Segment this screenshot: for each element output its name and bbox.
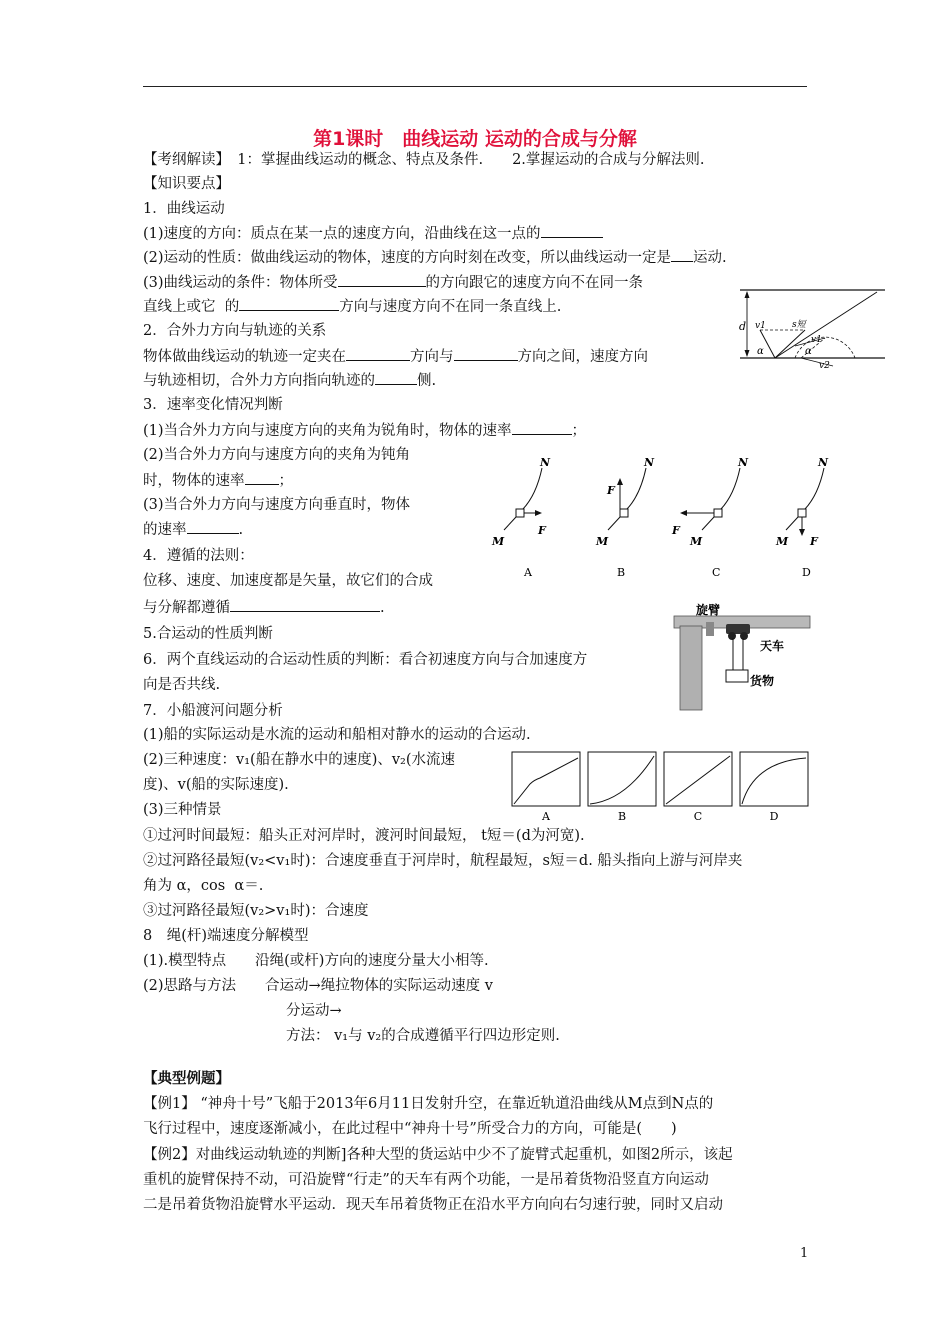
svg-text:D: D [769,810,779,823]
examples-heading: 【典型例题】 [143,1070,230,1087]
line-8-4: 方法： v₁与 v₂的合成遵循平行四边形定则. [286,1028,560,1044]
line-7-4: (3)三种情景 [143,802,222,818]
crane-arm-label: 旋臂 [696,603,721,617]
example-2-line-2: 重机的旋臂保持不动，可沿旋臂“行走”的天车有两个功能，一是吊着货物沿竖直方向运动 [143,1172,709,1188]
page-title: 第1课时 曲线运动 运动的合成与分解 [313,128,637,150]
line-1-3: (3)曲线运动的条件：物体所受 的方向跟它的速度方向不在同一条 [143,272,643,293]
graph-c [664,752,732,823]
line-7-6: ②过河路径最短(v₂<v₁时)：合速度垂直于河岸时，航程最短，s短＝d. 船头指向上游与河岸夹 [143,853,743,869]
line-3-3a: (3)当合外力方向与速度方向垂直时，物体 [143,497,411,513]
line-4-2: 与分解都遵循 . [143,597,385,618]
svg-text:N: N [817,456,828,469]
trajectory-graphs [508,748,813,824]
example-1-line-1: 【例1】 “神舟十号”飞船于2013年6月11日发射升空，在靠近轨道沿曲线从M点到N点的 [143,1096,714,1112]
svg-text:A: A [524,566,532,579]
svg-text:F: F [672,524,680,537]
river-d-label: d [739,320,747,333]
line-7-7: 角为 α，cos α＝. [143,878,264,894]
line-6-2: 向是否共线. [143,677,221,693]
graph-a [512,752,580,823]
line-3-1: (1)当合外力方向与速度方向的夹角为锐角时，物体的速率 ； [143,420,586,441]
force-option-c [671,456,749,579]
section-4: 4．遵循的法则： [143,548,254,564]
svg-text:F: F [538,524,546,537]
force-direction-figures [480,450,830,585]
header-rule [143,86,807,87]
svg-text:D: D [802,566,811,579]
section-3: 3．速率变化情况判断 [143,397,283,413]
svg-text:N: N [644,456,655,469]
svg-text:M: M [776,535,789,548]
force-option-a [491,456,551,579]
page-number: 1 [800,1246,809,1261]
graph-b [588,752,656,823]
river-alpha-right: α [805,346,812,357]
line-1-3b: 直线上或它 的 方向与速度方向不在同一条直线上. [143,296,561,317]
river-s-label: s短 [792,320,806,330]
svg-text:C: C [693,810,703,823]
svg-text:B: B [617,566,626,579]
line-3-2a: (2)当合外力方向与速度方向的夹角为钝角 [143,447,411,463]
exam-outline: 【考纲解读】 1：掌握曲线运动的概念、特点及条件. 2.掌握运动的合成与分解法则. [143,152,705,168]
section-1: 1．曲线运动 [143,201,225,217]
line-7-3: 度)、v(船的实际速度). [143,777,289,793]
line-2-2: 与轨迹相切，合外力方向指向轨迹的 侧. [143,370,436,391]
river-v1-label-left: v1 [755,321,766,331]
river-v1-label: v1 [811,335,822,345]
example-1-line-2: 飞行过程中，速度逐渐减小，在此过程中“神舟十号”所受合力的方向，可能是( ) [143,1121,677,1137]
crane-trolley-label: 天车 [760,639,785,653]
section-8: 8 绳(杆)端速度分解模型 [143,928,309,944]
svg-text:B: B [617,810,627,823]
section-2: 2．合外力方向与轨迹的关系 [143,323,327,339]
crane-figure [670,600,815,712]
line-7-5: ①过河时间最短：船头正对河岸时，渡河时间最短， t短＝(d为河宽). [143,828,585,844]
svg-text:M: M [596,535,609,548]
example-2-line-1: 【例2】对曲线运动轨迹的判断]各种大型的货运站中少不了旋臂式起重机，如图2所示，该起 [143,1147,733,1163]
line-3-3b: 的速率 . [143,519,243,540]
section-5: 5.合运动的性质判断 [143,626,273,642]
knowledge-heading: 【知识要点】 [143,176,230,192]
svg-text:N: N [540,456,551,469]
force-option-d [775,456,829,579]
svg-text:F: F [810,535,818,548]
example-2-line-3: 二是吊着货物沿旋臂水平运动．现天车吊着货物正在沿水平方向向右匀速行驶，同时又启动 [143,1197,723,1213]
line-7-1: (1)船的实际运动是水流的运动和船相对静水的运动的合运动. [143,727,531,743]
line-4-1: 位移、速度、加速度都是矢量，故它们的合成 [143,573,433,589]
line-1-2: (2)运动的性质：做曲线运动的物体，速度的方向时刻在改变，所以曲线运动一定是 运动. [143,247,727,268]
svg-text:C: C [712,566,721,579]
line-1-1: (1)速度的方向：质点在某一点的速度方向，沿曲线在这一点的 [143,223,603,244]
svg-text:F: F [607,484,615,497]
river-crossing-figure [735,282,890,374]
line-2-1: 物体做曲线运动的轨迹一定夹在 方向与 方向之间，速度方向 [143,346,648,367]
line-6-1: 6．两个直线运动的合运动性质的判断：看合初速度方向与合加速度方 [143,652,588,668]
line-3-2b: 时，物体的速率 ； [143,470,293,491]
river-alpha-left: α [757,346,764,357]
line-7-2: (2)三种速度：v₁(船在静水中的速度)、v₂(水流速 [143,752,456,768]
svg-text:A: A [542,810,550,823]
crane-cargo-label: 货物 [750,674,775,688]
line-8-1: (1).模型特点 沿绳(或杆)方向的速度分量大小相等. [143,953,489,969]
svg-text:M: M [690,535,703,548]
line-7-8: ③过河路径最短(v₂>v₁时)：合速度 [143,903,369,919]
force-option-b [595,456,655,579]
river-v2-label: v2 [819,361,830,371]
section-7: 7．小船渡河问题分析 [143,703,283,719]
graph-d [740,752,808,823]
svg-text:M: M [492,535,505,548]
line-8-3: 分运动→ [286,1003,342,1019]
svg-text:N: N [738,456,749,469]
line-8-2: (2)思路与方法 合运动→绳拉物体的实际运动速度 v [143,978,493,994]
